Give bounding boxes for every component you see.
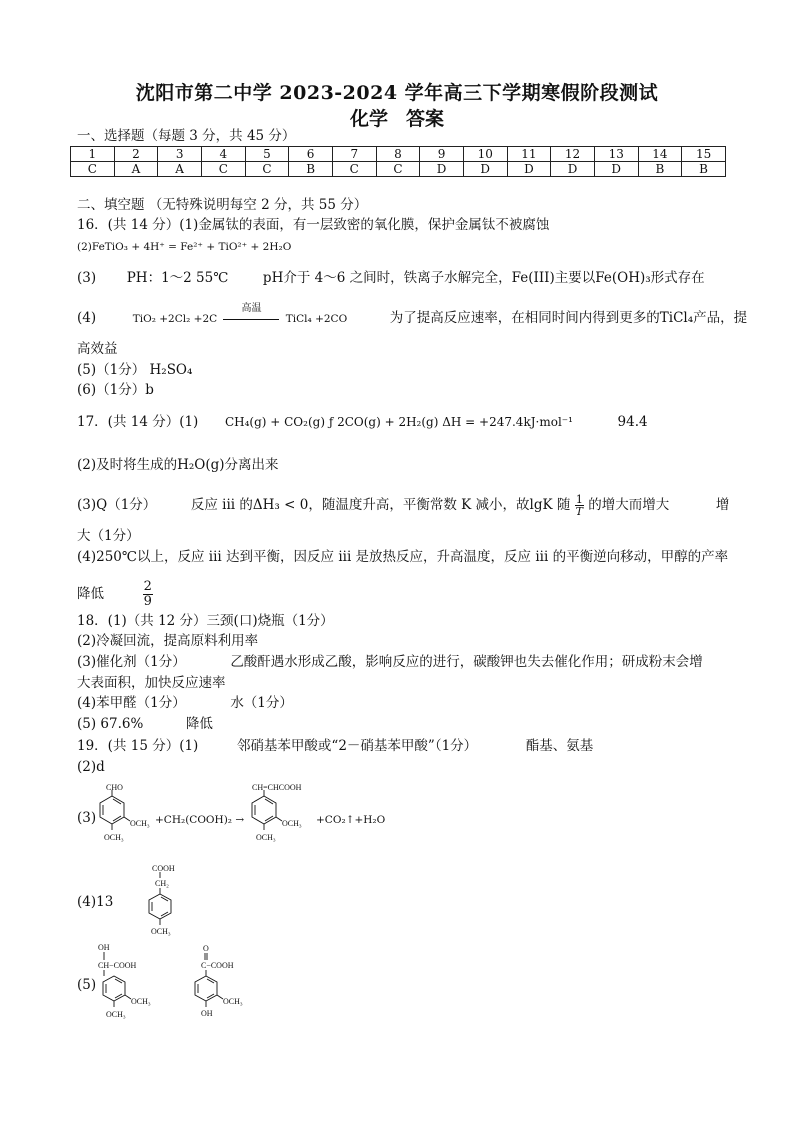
q-number: 5 bbox=[245, 147, 289, 162]
q17-line1 bbox=[77, 413, 648, 431]
q17-1-equation: CH₄(g) + CO₂(g) ƒ 2CO(g) + 2H₂(g) ΔH = +247.4kJ·mol⁻¹ bbox=[224, 415, 573, 429]
q17-3-reason: 反应 iii 的ΔH₃ < 0，随温度升高，平衡常数 K 减小，故lgK 随 bbox=[190, 497, 571, 513]
q-number: 6 bbox=[289, 147, 333, 162]
q17-line2: (2)及时将生成的H₂O(g)分离出来 bbox=[77, 457, 279, 473]
q16-4-products: TiCl₄ +2CO bbox=[285, 313, 348, 325]
label-och3: OCH₃ bbox=[106, 1010, 126, 1019]
q16-4-reason: 为了提高反应速率，在相同时间内得到更多的TiCl₄产品，提 bbox=[389, 310, 748, 326]
label-och3: OCH₃ bbox=[256, 833, 276, 842]
q19-3-reagent: +CH₂(COOH)₂ → bbox=[155, 814, 245, 826]
label-cho: CHO bbox=[106, 784, 123, 792]
q18-5-effect: 降低 bbox=[185, 716, 213, 732]
q-number: 7 bbox=[332, 147, 376, 162]
q-number: 12 bbox=[551, 147, 595, 162]
fraction-1-over-t: $\frac{1}{T}$ bbox=[575, 493, 583, 518]
q18-line3-cont: 大表面积，加快反应速率 bbox=[77, 675, 226, 691]
q19-line1 bbox=[77, 737, 593, 755]
hydroxy-acid-structure-1 bbox=[94, 940, 174, 1026]
answer-cell: C bbox=[201, 162, 245, 177]
label-chcooh: CH=CHCOOH bbox=[252, 784, 302, 792]
answer-cell: B bbox=[638, 162, 682, 177]
label-cooh: COOH bbox=[152, 864, 175, 873]
q16-line3 bbox=[77, 269, 705, 287]
label-och3: OCH₃ bbox=[223, 997, 243, 1006]
q16-line6: (6)（1分）b bbox=[77, 382, 154, 398]
q17-line4: (4)250℃以上，反应 iii 达到平衡，因反应 iii 是放热反应，升高温度，反应 iii 的平衡逆向移动，甲醇的产率 bbox=[77, 549, 729, 565]
q16-3-reason: pH介于 4～6 之间时，铁离子水解完全，Fe(III)主要以Fe(OH)₃形式存在 bbox=[262, 270, 705, 286]
q-number: 3 bbox=[158, 147, 202, 162]
q16-4-label: (4) bbox=[77, 310, 97, 326]
q18-4-label: (4)苯甲醛（1分） bbox=[77, 695, 186, 711]
vanillin-structure bbox=[92, 784, 164, 848]
section1-heading: 一、选择题（每题 3 分，共 45 分） bbox=[77, 128, 296, 144]
q16-4-reactants: TiO₂ +2Cl₂ +2C bbox=[132, 313, 218, 325]
label-ch2: CH₂ bbox=[155, 879, 169, 888]
q16-line1: 16．(共 14 分）(1)金属钛的表面，有一层致密的氧化膜，保护金属钛不被腐蚀 bbox=[77, 217, 550, 233]
q-number: 13 bbox=[594, 147, 638, 162]
label-och3: OCH₃ bbox=[104, 833, 124, 842]
q-number: 9 bbox=[420, 147, 464, 162]
q-number: 11 bbox=[507, 147, 551, 162]
section2-heading: 二、填空题 （无特殊说明每空 2 分，共 55 分） bbox=[77, 197, 368, 213]
q17-3-tail: 的增大而增大 bbox=[588, 497, 670, 513]
label-och3: OCH₃ bbox=[151, 927, 171, 936]
q-number: 2 bbox=[114, 147, 158, 162]
q19-4-label: (4)13 bbox=[77, 894, 114, 910]
q-number: 8 bbox=[376, 147, 420, 162]
q-number: 14 bbox=[638, 147, 682, 162]
answer-cell: A bbox=[114, 162, 158, 177]
q16-line4 bbox=[77, 302, 748, 328]
q17-1-value: 94.4 bbox=[617, 414, 648, 430]
q17-3-answer: 增 bbox=[715, 497, 730, 513]
answer-cell: C bbox=[376, 162, 420, 177]
q19-line2: (2)d bbox=[77, 759, 105, 775]
q-number: 15 bbox=[682, 147, 726, 162]
q17-3-label: (3)Q（1分） bbox=[77, 497, 157, 513]
answer-cell: D bbox=[420, 162, 464, 177]
q18-line1: 18．(1)（共 12 分）三颈(口)烧瓶（1分） bbox=[77, 613, 334, 629]
label-o: O bbox=[203, 944, 209, 953]
subtitle-subject: 化学 bbox=[349, 108, 388, 130]
q19-1-name: 邻硝基苯甲酸或“2－硝基苯甲酸”（1分） bbox=[236, 738, 478, 754]
methoxyphenylacetic-structure bbox=[138, 860, 198, 940]
q19-1-groups: 酯基、氨基 bbox=[525, 738, 594, 754]
q18-4-water: 水（1分） bbox=[230, 695, 293, 711]
q18-5-yield: (5) 67.6% bbox=[77, 716, 144, 732]
q-number: 1 bbox=[71, 147, 115, 162]
label-och3: OCH₃ bbox=[130, 819, 150, 828]
answer-cell: D bbox=[463, 162, 507, 177]
q18-line3 bbox=[77, 653, 703, 671]
q17-line3-cont: 大（1分） bbox=[77, 528, 140, 544]
answer-number-row bbox=[71, 147, 726, 162]
q-number: 10 bbox=[463, 147, 507, 162]
answer-cell: C bbox=[71, 162, 115, 177]
label-ch-cooh: CH−COOH bbox=[98, 961, 137, 970]
q19-3-product: +CO₂↑+H₂O bbox=[316, 814, 386, 826]
reaction-arrow bbox=[223, 302, 279, 326]
fraction-2-over-9: $\frac{2}{9}$ bbox=[143, 579, 152, 609]
q19-5-label: (5) bbox=[77, 977, 97, 993]
q18-line2: (2)冷凝回流，提高原料利用率 bbox=[77, 633, 259, 649]
answer-cell: B bbox=[682, 162, 726, 177]
q16-line4-cont: 高效益 bbox=[77, 341, 118, 357]
answer-cell: C bbox=[245, 162, 289, 177]
answer-cell: D bbox=[594, 162, 638, 177]
subtitle-answer: 答案 bbox=[406, 108, 445, 130]
label-oh: OH bbox=[201, 1009, 213, 1018]
q17-1-label: 17．(共 14 分）(1) bbox=[77, 414, 199, 430]
keto-acid-structure-2 bbox=[188, 940, 268, 1026]
q18-3-label: (3)催化剂（1分） bbox=[77, 654, 186, 670]
q18-line4 bbox=[77, 694, 293, 712]
q16-3-label: (3) bbox=[77, 270, 97, 286]
reaction-condition: 高温 bbox=[241, 302, 262, 314]
q18-line5 bbox=[77, 715, 213, 733]
q-number: 4 bbox=[201, 147, 245, 162]
label-oh: OH bbox=[98, 943, 110, 952]
label-c-cooh: C−COOH bbox=[201, 961, 234, 970]
answer-cell: B bbox=[289, 162, 333, 177]
q17-line5 bbox=[77, 580, 153, 609]
q17-5-text: 降低 bbox=[77, 586, 104, 602]
answer-cell: D bbox=[507, 162, 551, 177]
q16-line2: (2)FeTiO₃ + 4H⁺ = Fe²⁺ + TiO²⁺ + 2H₂O bbox=[77, 241, 292, 253]
answer-cell: A bbox=[158, 162, 202, 177]
q19-3-label: (3) bbox=[77, 810, 97, 826]
answer-table bbox=[70, 146, 726, 177]
q19-1-label: 19．(共 15 分）(1) bbox=[77, 738, 199, 754]
q16-3-ph: PH：1～2 55℃ bbox=[126, 270, 229, 286]
label-och3: OCH₃ bbox=[282, 819, 302, 828]
q17-line3 bbox=[77, 494, 729, 517]
answer-cell: D bbox=[551, 162, 595, 177]
answer-letter-row bbox=[71, 162, 726, 177]
label-och3: OCH₃ bbox=[131, 997, 151, 1006]
q16-line5: (5)（1分） H₂SO₄ bbox=[77, 362, 193, 378]
answer-cell: C bbox=[332, 162, 376, 177]
page-title: 沈阳市第二中学 2023-2024 学年高三下学期寒假阶段测试 bbox=[135, 82, 659, 104]
q18-3-reason: 乙酸酐遇水形成乙酸，影响反应的进行，碳酸钾也失去催化作用；研成粉末会增 bbox=[230, 654, 703, 670]
